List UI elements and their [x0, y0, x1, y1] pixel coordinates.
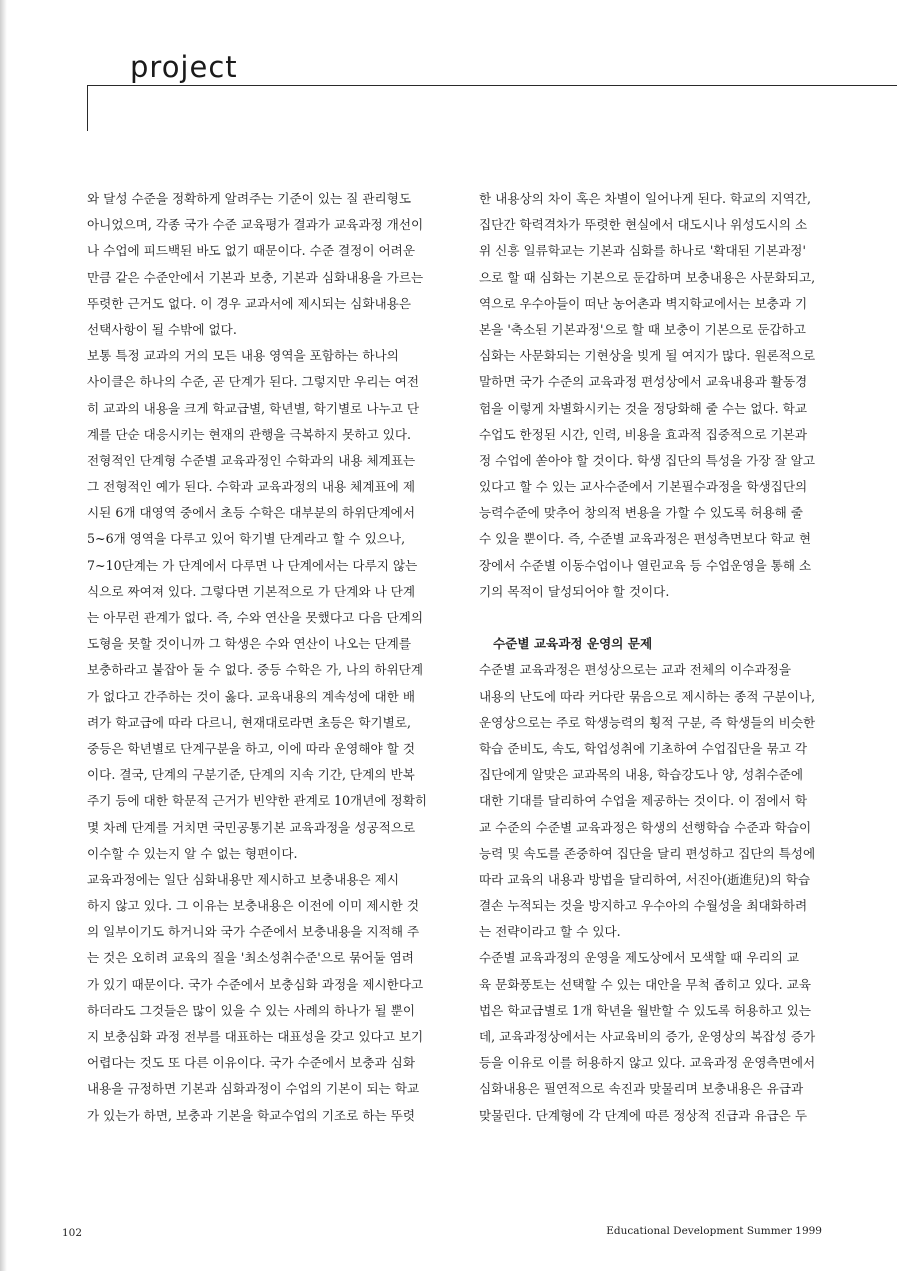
header-vertical-rule	[87, 85, 88, 131]
text-line: 하지 않고 있다. 그 이유는 보충내용은 이전에 이미 제시한 것	[87, 898, 420, 914]
text-line: 능력수준에 맞추어 창의적 변용을 가할 수 있도록 허용해 줄	[479, 505, 803, 521]
text-line: 전형적인 단계형 수준별 교육과정인 수학과의 내용 체계표는	[87, 452, 416, 468]
text-line: 험을 이렇게 차별화시키는 것을 정당화해 줄 수는 없다. 학교	[479, 400, 808, 416]
text-line: 히 교과의 내용을 크게 학교급별, 학년별, 학기별로 나누고 단	[87, 400, 420, 416]
text-line: 와 달성 수준을 정확하게 알려주는 기준이 있는 질 관리형도	[87, 191, 411, 206]
text-line: 려가 학교급에 따라 다르니, 현재대로라면 초등은 학기별로,	[87, 714, 411, 730]
text-line: 한 내용상의 차이 혹은 차별이 일어나게 된다. 학교의 지역간,	[479, 191, 812, 206]
text-line: 교육과정에는 일단 심화내용만 제시하고 보충내용은 제시	[87, 871, 399, 887]
text-line: 대한 기대를 달리하여 수업을 제공하는 것이다. 이 점에서 학	[479, 793, 808, 809]
text-line: 수업도 한정된 시간, 인력, 비용을 효과적 집중적으로 기본과	[479, 426, 808, 442]
text-line: 등을 이유로 이를 허용하지 않고 있다. 교육과정 운영측면에서	[479, 1055, 816, 1071]
text-line: 5~6개 영역을 다루고 있어 학기별 단계라고 할 수 있으나,	[87, 531, 406, 547]
text-line: 식으로 짜여져 있다. 그렇다면 기본적으로 가 단계와 나 단계	[87, 583, 416, 599]
text-line: 장에서 수준별 이동수업이나 열린교육 등 수업운영을 통해 소	[479, 557, 812, 573]
right-column	[479, 186, 831, 1129]
text-line: 도형을 못할 것이니까 그 학생은 수와 연산이 나오는 단계를	[87, 636, 411, 652]
text-line: 는 아무런 관계가 없다. 즉, 수와 연산을 못했다고 다음 단계의	[87, 610, 424, 625]
text-line: 따라 교육의 내용과 방법을 달리하여, 서진아(逝進兒)의 학습	[479, 871, 811, 887]
text-line: 어렵다는 것도 또 다른 이유이다. 국가 수준에서 보충과 심화	[87, 1055, 416, 1071]
text-line: 가 있기 때문이다. 국가 수준에서 보충심화 과정을 제시한다고	[87, 976, 424, 992]
page-number: 102	[62, 1227, 83, 1239]
text-line: 기의 목적이 달성되어야 할 것이다.	[479, 583, 670, 599]
text-line: 가 있는가 하면, 보충과 기본을 학교수업의 기조로 하는 뚜렷	[87, 1107, 416, 1123]
section-title: project	[130, 50, 238, 84]
left-column	[87, 186, 439, 1129]
right-column-top	[479, 186, 831, 605]
text-line: 집단에게 알맞은 교과목의 내용, 학습강도나 양, 성취수준에	[479, 767, 803, 783]
text-line: 내용의 난도에 따라 커다란 묶음으로 제시하는 종적 구분이나,	[479, 688, 816, 704]
text-line: 뚜렷한 근거도 없다. 이 경우 교과서에 제시되는 심화내용은	[87, 295, 411, 311]
text-line: 시된 6개 대영역 중에서 초등 수학은 대부분의 하위단계에서	[87, 505, 416, 521]
text-line: 역으로 우수아들이 떠난 농어촌과 벽지학교에서는 보충과 기	[479, 295, 808, 311]
text-line: 말하면 국가 수준의 교육과정 편성상에서 교육내용과 활동경	[479, 374, 808, 390]
text-line: 수 있을 뿐이다. 즉, 수준별 교육과정은 편성측면보다 학교 현	[479, 531, 812, 547]
text-line: 주기 등에 대한 학문적 근거가 빈약한 관계로 10개년에 정확히	[87, 793, 428, 809]
text-line: 만큼 같은 수준안에서 기본과 보충, 기본과 심화내용을 가르는	[87, 269, 424, 285]
text-line: 집단간 학력격차가 뚜렷한 현실에서 대도시나 위성도시의 소	[479, 217, 808, 233]
text-line: 수준별 교육과정은 편성상으로는 교과 전체의 이수과정을	[479, 662, 791, 678]
text-line: 정 수업에 쏟아야 할 것이다. 학생 집단의 특성을 가장 잘 알고	[479, 452, 816, 468]
text-line: 지 보충심화 과정 전부를 대표하는 대표성을 갖고 있다고 보기	[87, 1029, 424, 1044]
text-line: 중등은 학년별로 단계구분을 하고, 이에 따라 운영해야 할 것	[87, 740, 416, 756]
text-line: 육 문화풍토는 선택할 수 있는 대안을 무척 좁히고 있다. 교육	[479, 976, 812, 992]
text-line: 운영상으로는 주로 학생능력의 횡적 구분, 즉 학생들의 비슷한	[479, 714, 816, 730]
text-line: 몇 차례 단계를 거치면 국민공통기본 교육과정을 성공적으로	[87, 819, 416, 835]
text-line: 법은 학교급별로 1개 학년을 월반할 수 있도록 허용하고 있는	[479, 1002, 812, 1018]
text-line: 심화는 사문화되는 기현상을 빚게 될 여지가 많다. 원론적으로	[479, 348, 816, 364]
text-line: 는 것은 오히려 교육의 질을 '최소성취수준'으로 묶어둘 염려	[87, 950, 414, 966]
page-header	[0, 0, 921, 135]
text-line: 으로 할 때 심화는 기본으로 둔갑하며 보충내용은 사문화되고,	[479, 269, 816, 285]
text-line: 교 수준의 수준별 교육과정은 학생의 선행학습 수준과 학습이	[479, 819, 812, 835]
text-line: 심화내용은 필연적으로 속진과 맞물리며 보충내용은 유급과	[479, 1081, 804, 1097]
text-line: 나 수업에 피드백된 바도 없기 때문이다. 수준 결정이 어려운	[87, 243, 416, 259]
text-line: 가 없다고 간주하는 것이 옳다. 교육내용의 계속성에 대한 배	[87, 688, 416, 704]
text-line: 선택사항이 될 수밖에 없다.	[87, 321, 237, 337]
header-rule	[87, 85, 897, 86]
text-line: 이수할 수 있는지 알 수 없는 형편이다.	[87, 845, 298, 861]
right-column-bottom	[479, 657, 831, 1128]
section-gap	[479, 605, 831, 631]
text-line: 능력 및 속도를 존중하여 집단을 달리 편성하고 집단의 특성에	[479, 845, 816, 861]
section-heading: 수준별 교육과정 운영의 문제	[493, 636, 653, 652]
text-line: 7~10단계는 가 단계에서 다루면 나 단계에서는 다루지 않는	[87, 557, 418, 573]
text-line: 보충하라고 붙잡아 둘 수 없다. 중등 수학은 가, 나의 하위단계	[87, 662, 424, 678]
text-line: 내용을 규정하면 기본과 심화과정이 수업의 기본이 되는 학교	[87, 1081, 420, 1097]
text-line: 사이클은 하나의 수준, 곧 단계가 된다. 그렇지만 우리는 여전	[87, 374, 420, 390]
text-line: 는 전략이라고 할 수 있다.	[479, 924, 621, 940]
text-line: 학습 준비도, 속도, 학업성취에 기초하여 수업집단을 묶고 각	[479, 740, 808, 756]
page-edge-shadow	[0, 0, 7, 1271]
text-line: 결손 누적되는 것을 방지하고 우수아의 수월성을 최대화하려	[479, 898, 808, 914]
text-line: 이다. 결국, 단계의 구분기준, 단계의 지속 기간, 단계의 반복	[87, 767, 415, 783]
journal-name: Educational Development Summer 1999	[606, 1225, 822, 1237]
text-line: 의 일부이기도 하거니와 국가 수준에서 보충내용을 지적해 주	[87, 924, 420, 940]
text-line: 있다고 할 수 있는 교사수준에서 기본필수과정을 학생집단의	[479, 479, 808, 495]
text-line: 하더라도 그것들은 많이 있을 수 있는 사례의 하나가 될 뿐이	[87, 1002, 416, 1018]
text-line: 수준별 교육과정의 운영을 제도상에서 모색할 때 우리의 교	[479, 950, 799, 966]
text-line: 아니었으며, 각종 국가 수준 교육평가 결과가 교육과정 개선이	[87, 217, 424, 233]
text-line: 본을 '축소된 기본과정'으로 할 때 보충이 기본으로 둔갑하고	[479, 321, 806, 337]
text-line: 계를 단순 대응시키는 현재의 관행을 극복하지 못하고 있다.	[87, 426, 411, 442]
text-line: 그 전형적인 예가 된다. 수학과 교육과정의 내용 체계표에 제	[87, 479, 416, 495]
text-line: 위 신흥 일류학교는 기본과 심화를 하나로 '확대된 기본과정'	[479, 243, 806, 259]
text-line: 맞물린다. 단계형에 각 단계에 따른 정상적 진급과 유급은 두	[479, 1107, 808, 1123]
text-line: 데, 교육과정상에서는 사교육비의 증가, 운영상의 복잡성 증가	[479, 1029, 816, 1044]
text-line: 보통 특정 교과의 거의 모든 내용 영역을 포함하는 하나의	[87, 348, 399, 364]
